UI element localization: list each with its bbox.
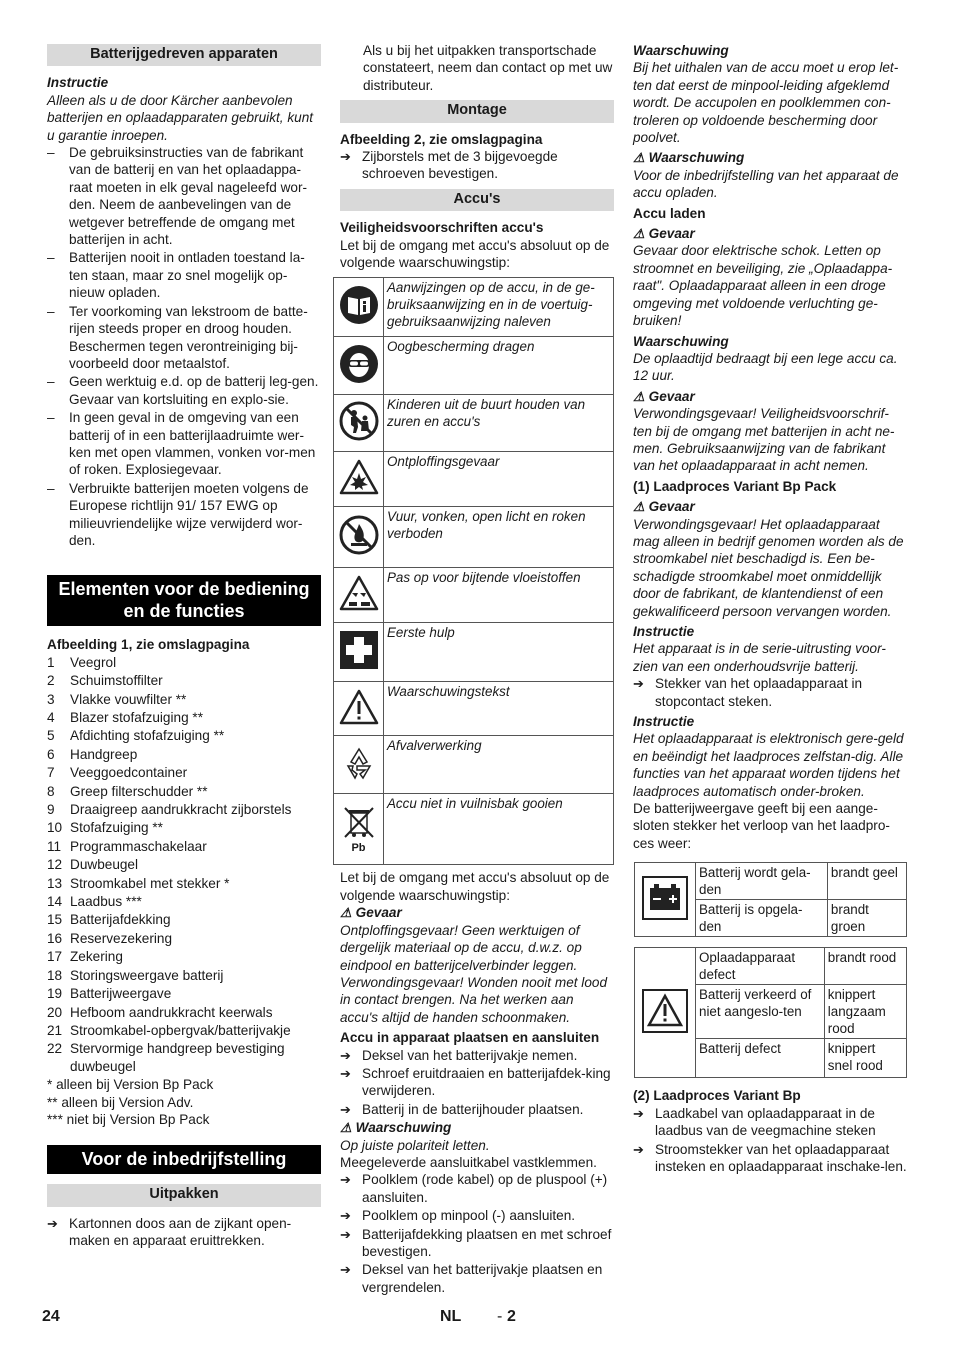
warning-triangle-icon: ⚠ — [340, 1120, 352, 1136]
light-cell: knippert snel rood — [824, 1039, 906, 1078]
warning-triangle-icon: ⚠ — [340, 905, 352, 921]
variant-2-steps — [633, 1105, 907, 1176]
symbol-text: Kinderen uit de buurt houden van zuren en accu's — [384, 395, 614, 452]
battery-item — [47, 303, 321, 373]
warning-text-3: De oplaadtijd bedraagt bij een lege accu ca. 12 uur. — [633, 350, 898, 384]
figure-reference: Afbeelding 1, zie omslagpagina — [47, 637, 250, 653]
light-cell: brandt geel — [827, 863, 906, 900]
part-number: 4 — [47, 710, 55, 725]
unpack-step: ➔ Kartonnen doos aan de zijkant open-maken en apparaat eruittrekken. — [47, 1215, 292, 1249]
status-cell: Oplaadapparaat defect — [696, 948, 825, 985]
part-item — [47, 783, 321, 800]
symbol-row — [334, 337, 614, 395]
part-item — [47, 764, 321, 781]
safety-title: Veiligheidsvoorschriften accu's — [340, 220, 544, 236]
symbol-text: Afvalverwerking — [384, 736, 614, 794]
dash-marker: – — [47, 410, 55, 426]
step-item-text: Poolklem (rode kabel) op de pluspool (+) aansluiten. — [362, 1172, 608, 1205]
footnotes — [47, 1076, 321, 1128]
part-number: 3 — [47, 691, 55, 707]
part-item-text: Batterijafdekking — [70, 912, 171, 928]
part-item-text: Veegrol — [70, 654, 117, 670]
part-item-text: Hefboom aandrukkracht keerwals — [70, 1004, 273, 1020]
symbol-text: Accu niet in vuilnisbak gooien — [384, 794, 614, 865]
warning-icon — [334, 682, 384, 736]
part-item-text: Veeggoedcontainer — [70, 765, 188, 781]
part-item — [47, 856, 321, 873]
symbol-row — [334, 452, 614, 507]
part-number: 14 — [47, 894, 63, 910]
corrosive-icon — [334, 568, 384, 623]
step-item — [340, 1207, 614, 1224]
arrow-icon: ➔ — [633, 1141, 644, 1157]
symbol-text: Ontploffingsgevaar — [384, 452, 614, 507]
polarity-text: Op juiste polariteit letten. — [340, 1137, 490, 1153]
montage-step: ➔ Zijborstels met de 3 bijgevoegde schroeven bevestigen. — [340, 149, 558, 182]
part-item — [47, 1022, 321, 1039]
part-item-text: Afdichting stofafzuiging ** — [70, 728, 225, 744]
arrow-icon: ➔ — [340, 1262, 351, 1278]
status-cell: Batterij wordt gela-den — [696, 863, 828, 900]
part-item — [47, 801, 321, 818]
battery-item — [47, 409, 321, 479]
part-item — [47, 691, 321, 708]
warning-triangle-icon: ⚠ — [633, 226, 645, 242]
dash-marker: – — [47, 480, 55, 496]
part-item-text: Batterijweergave — [70, 986, 172, 1002]
part-item — [47, 893, 321, 910]
arrow-icon: ➔ — [340, 149, 351, 165]
step-item-text: Deksel van het batterijvakje plaatsen en vergrendelen. — [362, 1262, 603, 1295]
warning-heading-2: ⚠ Waarschuwing — [633, 150, 745, 166]
battery-item — [47, 480, 321, 550]
first-aid-icon — [334, 623, 384, 682]
arrow-icon: ➔ — [340, 1047, 351, 1063]
part-item — [47, 727, 321, 744]
connect-steps — [340, 1171, 614, 1296]
part-item-text: Vlakke vouwfilter ** — [70, 691, 187, 707]
arrow-icon: ➔ — [340, 1208, 351, 1224]
charge-title: Accu laden — [633, 205, 706, 221]
part-item-text: Blazer stofafzuiging ** — [70, 710, 203, 725]
error-status-table — [634, 947, 907, 1078]
dash-marker: – — [47, 374, 55, 390]
light-cell: brandt rood — [824, 948, 906, 985]
part-number: 9 — [47, 802, 55, 818]
battery-item-text: Batterijen nooit in ontladen toestand la-ten staan, maar zo snel mogelijk op-nieuw opladen. — [69, 250, 305, 301]
symbol-text: Pas op voor bijtende vloeistoffen — [384, 568, 614, 623]
symbol-text: Aanwijzingen op de accu, in de ge-bruiksaanwijzing en in de voertuig-gebruiksaanwijzing naleven — [384, 278, 614, 337]
instruction-label: Instructie — [47, 75, 109, 91]
part-number: 16 — [47, 930, 63, 946]
column-3 — [633, 42, 907, 1176]
plug-step: ➔ Stekker van het oplaadapparaat in stopcontact steken. — [633, 676, 863, 709]
symbol-row — [334, 682, 614, 736]
part-number: 11 — [47, 838, 62, 854]
battery-item-text: De gebruiksinstructies van de fabrikant van de batterij en van het oplaadappa-raat moeten in elk geval nageleefd wor-den. Neem de aanbevelingen van de wetgever betreffende de omgang met batterijen in acht. — [69, 145, 308, 248]
part-number: 18 — [47, 967, 63, 983]
section-title-elements: Elementen voor de bediening en de functies — [47, 575, 321, 626]
part-number: 13 — [47, 875, 63, 891]
status-cell: Batterij defect — [696, 1039, 825, 1078]
step-item — [340, 1101, 614, 1118]
section-header-battery: Batterijgedreven apparaten — [47, 44, 321, 66]
part-item — [47, 709, 321, 726]
part-number: 22 — [47, 1041, 63, 1057]
safety-text: Let bij de omgang met accu's absoluut op de volgende waarschuwingstip: — [340, 237, 610, 271]
section-header-unpack: Uitpakken — [47, 1184, 321, 1206]
part-number: 12 — [47, 857, 63, 873]
section-title-startup: Voor de inbedrijfstelling — [47, 1145, 321, 1174]
part-item — [47, 875, 321, 892]
part-item-text: Stroomkabel-opbergvak/batterijvakje — [70, 1022, 291, 1038]
warning-triangle-icon: ⚠ — [633, 388, 645, 404]
battery-item — [47, 249, 321, 301]
footnote: *** niet bij Version Bp Pack — [47, 1111, 210, 1127]
charging-status-table — [634, 862, 907, 937]
parts-list — [47, 654, 321, 1075]
warning-text-2: Voor de inbedrijfstelling van het apparaat de accu opladen. — [633, 167, 899, 201]
danger-heading: ⚠ Gevaar — [340, 905, 402, 921]
instruction-heading-2: Instructie — [633, 714, 695, 730]
battery-item-text: Geen werktuig e.d. op de batterij leg-gen. Gevaar van kortsluiting en explo-sie. — [69, 374, 319, 407]
part-number: 2 — [47, 673, 55, 689]
figure-reference-2: Afbeelding 2, zie omslagpagina — [340, 131, 543, 147]
part-item-text: Reservezekering — [70, 930, 172, 946]
step-item-text: Batterij in de batterijhouder plaatsen. — [362, 1101, 584, 1117]
part-item-text: Stofafzuiging ** — [70, 820, 163, 836]
part-number: 20 — [47, 1004, 63, 1020]
danger-text-2: Verwondingsgevaar! Veiligheidsvoorschrif-ten bij de omgang met batterijen in acht ne-men. Gebruiksaanwijzing van de fabrikant van het oplaadapparaat in acht nemen. — [633, 406, 895, 474]
danger-heading-2: ⚠ Gevaar — [633, 388, 695, 404]
status-cell: Batterij is opgela-den — [696, 900, 828, 937]
symbol-text: Eerste hulp — [384, 623, 614, 682]
arrow-icon: ➔ — [633, 676, 644, 692]
instruction-heading-1: Instructie — [633, 624, 695, 639]
part-number: 19 — [47, 986, 63, 1002]
symbol-row — [334, 794, 614, 865]
part-item — [47, 985, 321, 1002]
part-item — [47, 838, 321, 855]
part-item-text: Storingsweergave batterij — [70, 967, 224, 983]
part-item-text: Zekering — [70, 949, 123, 965]
explosion-icon — [334, 452, 384, 507]
install-title: Accu in apparaat plaatsen en aansluiten — [340, 1030, 600, 1046]
footnote: * alleen bij Version Bp Pack — [47, 1077, 214, 1093]
symbol-row — [334, 736, 614, 794]
part-item-text: Draaigreep aandrukkracht zijborstels — [70, 802, 292, 818]
battery-item — [47, 373, 321, 408]
step-item — [340, 1047, 614, 1064]
display-text: De batterijweergave geeft bij een aange-sloten stekker het verloop van het laadpro-ces weer: — [633, 801, 890, 851]
battery-item-text: Verbruikte batterijen moeten volgens de Europese richtlijn 91/ 157 EWG op milieuvriendelijke wijze verwijderd wor-den. — [69, 480, 309, 548]
variant-1-title: (1) Laadproces Variant Bp Pack — [633, 478, 837, 494]
after-table-text: Let bij de omgang met accu's absoluut op de volgende waarschuwingstip: — [340, 870, 610, 903]
dash-marker: – — [47, 250, 55, 266]
no-trash-bin-icon — [334, 794, 384, 865]
footnote: ** alleen bij Version Adv. — [47, 1094, 194, 1110]
status-cell: Batterij verkeerd of niet aangeslo-ten — [696, 985, 825, 1039]
arrow-icon: ➔ — [340, 1172, 351, 1188]
step-item — [340, 1226, 614, 1261]
no-fire-icon — [334, 507, 384, 568]
cable-text: Meegeleverde aansluitkabel vastklemmen. — [340, 1154, 597, 1170]
battery-list — [47, 144, 321, 549]
warning-triangle-icon: ⚠ — [633, 499, 645, 515]
lead-symbol-label: Pb — [351, 841, 366, 854]
part-item-text: Stervormige handgreep bevestiging duwbeugel — [70, 1041, 285, 1074]
symbol-text: Waarschuwingstekst — [384, 682, 614, 736]
battery-icon — [635, 863, 696, 937]
dash-marker: – — [47, 145, 55, 161]
arrow-icon: ➔ — [340, 1226, 351, 1242]
battery-item — [47, 144, 321, 248]
step-item — [633, 1105, 907, 1140]
step-item-text: Deksel van het batterijvakje nemen. — [362, 1047, 578, 1063]
part-number: 7 — [47, 765, 55, 781]
danger-heading-1: ⚠ Gevaar — [633, 226, 695, 242]
manual-icon — [334, 278, 384, 337]
dash-marker: – — [47, 303, 55, 319]
part-item — [47, 911, 321, 928]
section-header-accus: Accu's — [340, 189, 614, 211]
warning-box-icon — [635, 948, 696, 1078]
recycling-icon — [334, 736, 384, 794]
part-number: 15 — [47, 912, 63, 928]
part-item-text: Greep filterschudder ** — [70, 783, 208, 799]
warning-heading-3: Waarschuwing — [633, 333, 729, 349]
danger-heading-3: ⚠ Gevaar — [633, 499, 695, 515]
symbol-row — [334, 395, 614, 452]
part-item — [47, 654, 321, 671]
danger-text-3: Verwondingsgevaar! Het oplaadapparaat mag alleen in bedrijf genomen worden als de stroomkabel niet beschadigd is. Een be-schadigde stroomkabel moet onmiddellijk door de fabrikant, de klantendienst of een gekwalificeerd persoon vervangen worden. — [633, 516, 904, 619]
arrow-icon: ➔ — [340, 1065, 351, 1081]
symbol-row — [334, 507, 614, 568]
part-item — [47, 967, 321, 984]
transport-note: Als u bij het uitpakken transportschade constateert, neem dan contact op met uw distributeur. — [363, 43, 613, 93]
footer-page-suffix: 2 — [507, 1308, 516, 1325]
part-item-text: Laadbus *** — [70, 894, 142, 910]
part-number: 8 — [47, 783, 55, 799]
part-item-text: Programmaschakelaar — [70, 838, 207, 854]
part-number: 5 — [47, 728, 55, 744]
step-item — [340, 1171, 614, 1206]
warning-text-1: Bij het uithalen van de accu moet u erop let-ten dat eerst de minpool-leiding afgeklemd wordt. De accupolen en poolklemmen con-troleren op voldoende bescherming door poolvet. — [633, 60, 899, 146]
step-item — [633, 1141, 907, 1176]
symbol-row — [334, 568, 614, 623]
part-item-text: Duwbeugel — [70, 857, 139, 873]
part-item — [47, 1040, 321, 1075]
instruction-text-2: Het oplaadapparaat is elektronisch gere-geld en beëindigt het laadproces zelfstan-dig. Alle functies van het apparaat worden tijdens het laadproces automatisch onder-broken. — [633, 731, 904, 799]
step-item-text: Schroef eruitdraaien en batterijafdek-king verwijderen. — [362, 1065, 611, 1099]
part-item — [47, 672, 321, 689]
section-header-montage: Montage — [340, 100, 614, 122]
part-item — [47, 746, 321, 763]
warning-heading-1: Waarschuwing — [633, 43, 729, 58]
language-code: NL — [440, 1308, 462, 1325]
step-item-text: Batterijafdekking plaatsen en met schroef bevestigen. — [362, 1226, 612, 1259]
part-number: 6 — [47, 746, 55, 762]
instruction-text-1: Het apparaat is in de serie-uitrusting voor-zien van een onderhoudsvrije batterij. — [633, 641, 886, 674]
step-item-text: Stroomstekker van het oplaadapparaat insteken en oplaadapparaat inschake-len. — [655, 1141, 907, 1174]
warning-triangle-icon: ⚠ — [633, 150, 645, 166]
light-cell: knippert langzaam rood — [824, 985, 906, 1039]
variant-2-title: (2) Laadproces Variant Bp — [633, 1088, 801, 1104]
part-item-text: Stroomkabel met stekker * — [70, 875, 230, 891]
symbol-row — [334, 623, 614, 682]
step-item — [340, 1065, 614, 1100]
symbol-text: Vuur, vonken, open licht en roken verboden — [384, 507, 614, 568]
part-item — [47, 948, 321, 965]
step-item-text: Poolklem op minpool (-) aansluiten. — [362, 1208, 576, 1224]
danger-text-1: Gevaar door elektrische schok. Letten op stroomnet en beveiliging, zie „Oplaadappa-raat". Oplaadapparaat alleen in een droge omgeving met voldoende verluchting ge-bruiken! — [633, 243, 893, 329]
part-number: 1 — [47, 654, 55, 670]
part-item-text: Schuimstoffilter — [70, 673, 163, 689]
eye-protection-icon — [334, 337, 384, 395]
battery-item-text: In geen geval in de omgeving van een batterij of in een batterijlaadruimte wer-ken met open vlammen, vonken vor-men of roken. Explosiegevaar. — [69, 410, 316, 478]
step-item-text: Laadkabel van oplaadapparaat in de laadbus van de veegmachine steken — [655, 1105, 876, 1139]
instruction-text: Alleen als u de door Kärcher aanbevolen batterijen en oplaadapparaten gebruikt, kunt u garantie inroepen. — [47, 92, 314, 143]
part-item — [47, 930, 321, 947]
danger-text: Ontploffingsgevaar! Geen werktuigen of dergelijk materiaal op de accu, d.w.z. op eindpool en batterijcelverbinder leggen. Verwondingsgevaar! Wonden nooit met lood in contact brengen. Na het werken aan accu's altijd de handen schoonmaken. — [340, 922, 608, 1025]
step-item — [340, 1261, 614, 1296]
part-item — [47, 1004, 321, 1021]
part-item — [47, 819, 321, 836]
arrow-icon: ➔ — [47, 1215, 58, 1231]
keep-children-away-icon — [334, 395, 384, 452]
part-item-text: Handgreep — [70, 746, 138, 762]
warning-heading: ⚠ Waarschuwing — [340, 1120, 452, 1136]
symbol-row — [334, 278, 614, 337]
warning-symbols-table — [333, 277, 614, 865]
part-number: 21 — [47, 1022, 63, 1038]
part-number: 10 — [47, 820, 63, 836]
column-2 — [340, 42, 614, 1297]
page-number: 24 — [42, 1308, 60, 1325]
arrow-icon: ➔ — [340, 1101, 351, 1117]
footer-separator: - — [497, 1308, 503, 1325]
arrow-icon: ➔ — [633, 1105, 644, 1121]
part-number: 17 — [47, 949, 63, 965]
column-1 — [47, 42, 321, 1251]
install-steps — [340, 1047, 614, 1119]
light-cell: brandt groen — [827, 900, 906, 937]
symbol-text: Oogbescherming dragen — [384, 337, 614, 395]
battery-item-text: Ter voorkoming van lekstroom de batte-rijen steeds proper en droog houden. Beschermen tegen verontreiniging bij-voorbeeld door metaalstof. — [69, 303, 308, 371]
